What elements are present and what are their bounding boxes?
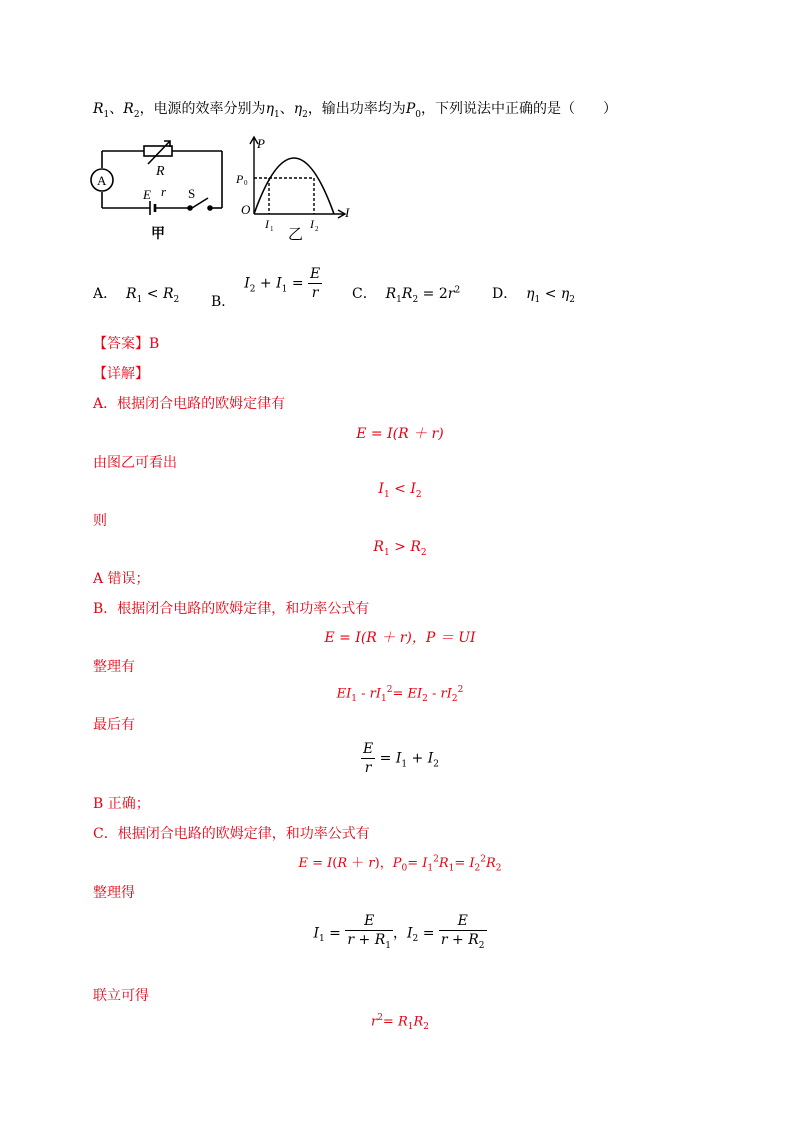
option-b: B． $I_2 + I_1$ = $\frac{E}{r}$ xyxy=(211,266,321,310)
c-text-3: 联立可得 xyxy=(93,988,149,1004)
c-intro: C．根据闭合电路的欧姆定律，和功率公式有 xyxy=(93,826,370,842)
caption-yi: 乙 xyxy=(288,227,304,243)
label-P0: P xyxy=(236,172,244,186)
axis-P: P xyxy=(257,136,265,151)
c-equation-3: $r^2= R_1R_2$ xyxy=(370,1013,430,1032)
detail-heading: 【详解】 xyxy=(93,366,149,382)
caption-jia: 甲 xyxy=(151,227,165,242)
answer-value: B xyxy=(149,336,160,352)
label-A: A xyxy=(97,173,107,188)
c-equation-1: E = I(R ＋ r)，$P_0= I_1^2R_1= I_2^2R_2$ xyxy=(298,854,502,874)
b-equation-2: $EI_1 - rI_1^2= EI_2 - rI_2^2$ xyxy=(336,685,464,704)
a-equation-3: $R_1 > R_2$ xyxy=(373,539,427,558)
option-a: A． $R_1 < R_2$ xyxy=(93,286,180,305)
b-text-3: 最后有 xyxy=(93,717,135,733)
b-conclusion: B 正确； xyxy=(93,796,150,812)
svg-text:0: 0 xyxy=(244,179,248,187)
b-text-2: 整理有 xyxy=(93,659,135,675)
label-S: S xyxy=(188,186,196,201)
label-R: R xyxy=(156,164,165,179)
a-text-2: 由图乙可看出 xyxy=(93,455,177,471)
b-equation-3: $\frac{E}{r}$ = $I_1 + I_2$ xyxy=(362,741,440,776)
svg-text:1: 1 xyxy=(270,225,274,233)
circuit-diagram xyxy=(88,136,238,246)
a-equation-2: $I_1 < I_2$ xyxy=(378,481,422,500)
a-intro: A．根据闭合电路的欧姆定律有 xyxy=(93,396,286,412)
svg-text:2: 2 xyxy=(315,225,319,233)
option-d: D． $\eta_1 < \eta_2$ xyxy=(492,286,576,305)
option-c: C． $R_1R_2 = 2r^2$ xyxy=(352,285,461,305)
c-equation-2: $I_1$ = $\frac{E}{r + R_1}$ ，$I_2$ = $\frac{E}{r + R_2}$ xyxy=(313,913,485,951)
answer-line: 【答案】B xyxy=(93,336,160,352)
a-conclusion: A 错误； xyxy=(93,571,150,587)
label-I1: I xyxy=(265,217,269,231)
label-r: r xyxy=(161,184,167,199)
a-equation-1: E = I(R ＋ r) xyxy=(356,426,444,442)
a-text-3: 则 xyxy=(93,513,107,529)
power-current-graph xyxy=(232,132,362,244)
c-text-2: 整理得 xyxy=(93,885,135,901)
b-intro: B．根据闭合电路的欧姆定律，和功率公式有 xyxy=(93,601,370,617)
axis-I: I xyxy=(345,205,350,220)
b-equation-1: E = I(R ＋ r)，P ＝ UI xyxy=(324,630,476,646)
question-stem: $R_1$、$R_2$，电源的效率分别为$\eta_1$、$\eta_2$，输出功率均为$P_0$，下列说法中正确的是（ ） xyxy=(93,101,617,120)
label-I2: I xyxy=(310,217,314,231)
label-E: E xyxy=(143,187,151,202)
origin-O: O xyxy=(241,202,251,217)
